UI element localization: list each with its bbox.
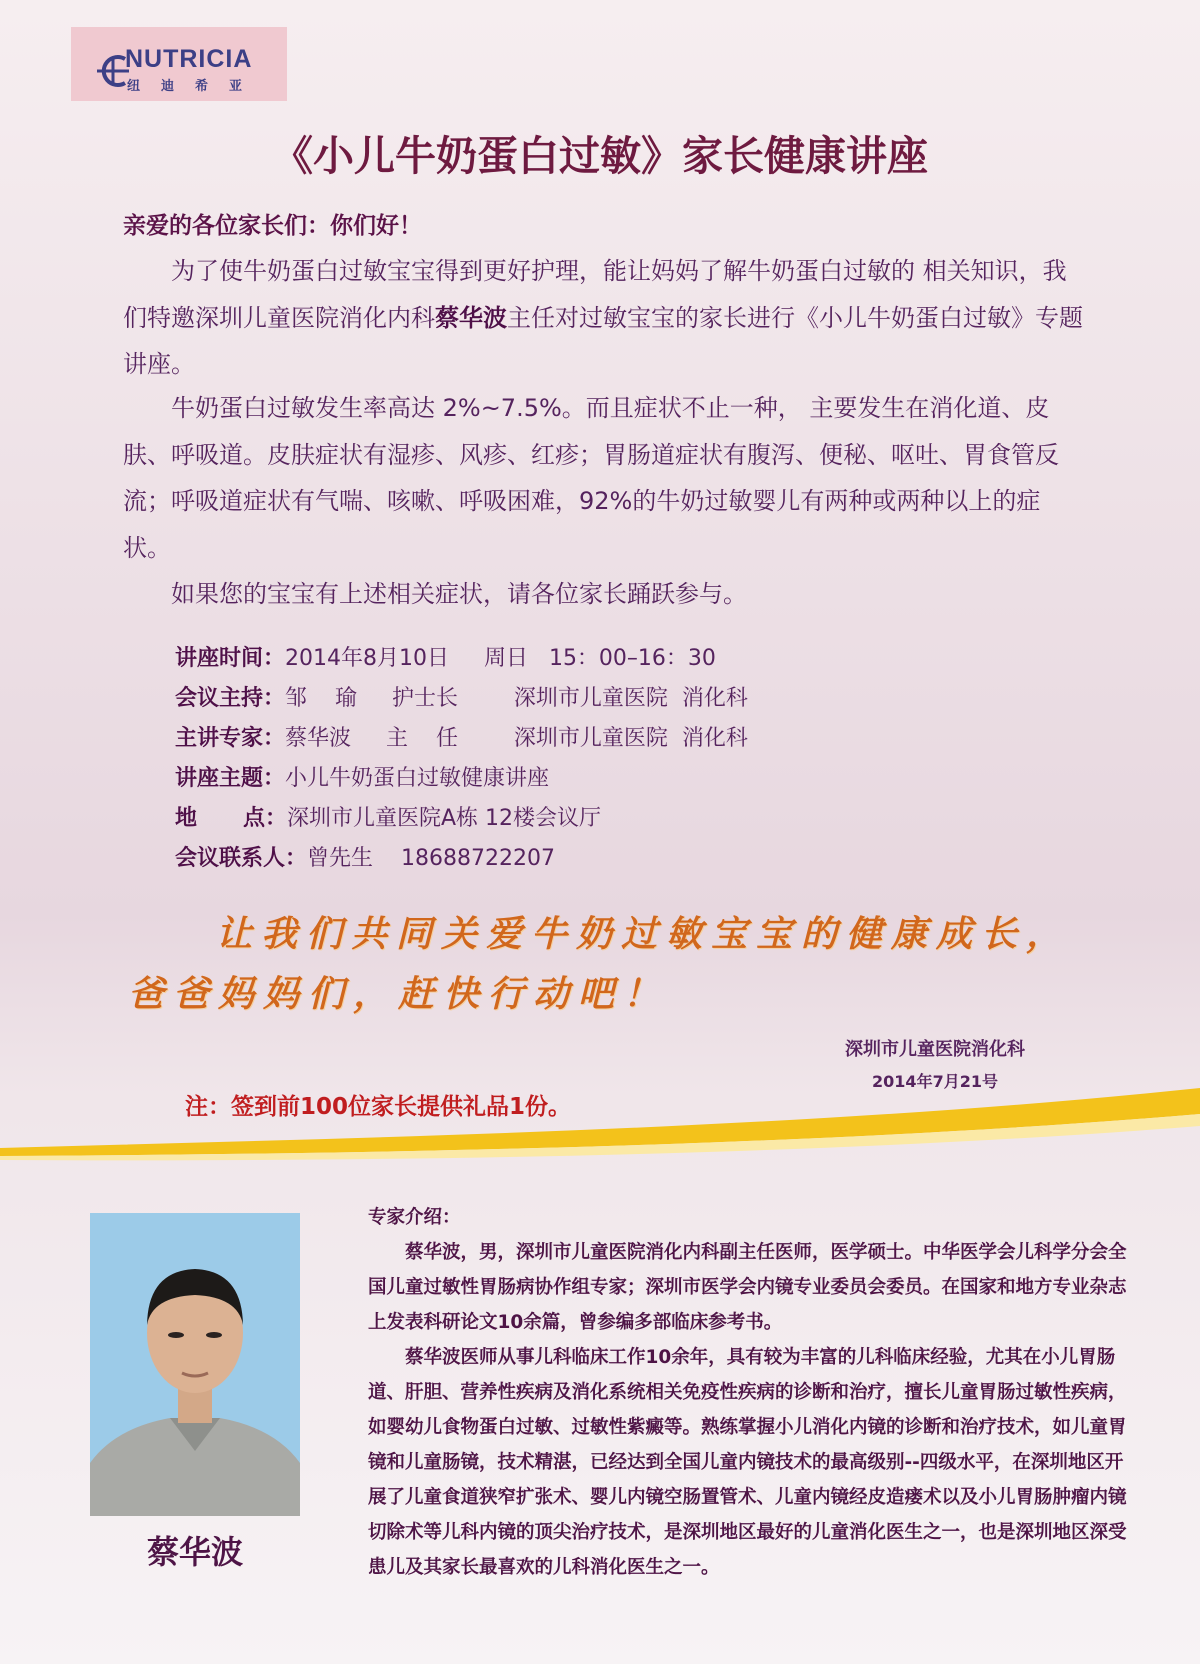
detail-label: 讲座主题： <box>175 766 286 791</box>
greeting: 亲爱的各位家长们：你们好！ <box>123 213 422 239</box>
signature-date: 2014年7月21号 <box>872 1072 998 1091</box>
expert-bio-paragraph-1: 蔡华波，男，深圳市儿童医院消化内科副主任医师，医学硕士。中华医学会儿科学分会全国儿童过敏性胃肠病协作组专家；深圳市医学会内镜专业委员会委员。在国家和地方专业杂志上发表科研论文10余篇，曾参编多部临床参考书。 <box>368 1242 1127 1333</box>
detail-value: 小儿牛奶蛋白过敏健康讲座 <box>285 766 550 791</box>
detail-row-contact <box>175 839 748 879</box>
detail-label: 地 点： <box>175 806 287 831</box>
symptoms-paragraph <box>123 385 1083 571</box>
detail-row-location <box>175 799 748 839</box>
symptoms-text: 牛奶蛋白过敏发生率高达 2%~7.5%。而且症状不止一种， 主要发生在消化道、皮肤、呼吸道。皮肤症状有湿疹、风疹、红疹；胃肠道症状有腹泻、便秘、呕吐、胃食管反流；呼吸道症状有气喘、咳嗽、呼吸困难，92%的牛奶过敏婴儿有两种或两种以上的症状。 <box>123 394 1059 562</box>
signature-org: 深圳市儿童医院消化科 <box>845 1039 1025 1060</box>
slogan-line-2: 爸爸妈妈们，赶快行动吧！ <box>128 973 669 1015</box>
intro-text-before: 为了使牛奶蛋白过敏宝宝得到更好护理，能让妈妈了解牛奶蛋白过敏的 相关知识，我们特邀深圳儿童医院消化内科 <box>123 257 1067 332</box>
detail-row-time <box>175 639 748 679</box>
intro-paragraph <box>123 248 1083 388</box>
logo-brand-subtitle: 纽迪希亚 <box>127 79 264 94</box>
detail-label: 讲座时间： <box>175 646 286 671</box>
expert-bio-paragraph-2: 蔡华波医师从事儿科临床工作10余年，具有较为丰富的儿科临床经验，尤其在小儿胃肠道、肝胆、营养性疾病及消化系统相关免疫性疾病的诊断和治疗，擅长儿童胃肠过敏性疾病，如婴幼儿食物蛋白过敏、过敏性紫癜等。熟练掌握小儿消化内镜的诊断和治疗技术，如儿童胃镜和儿童肠镜，技术精湛，已经达到全国儿童内镜技术的最高级别--四级水平，在深圳地区开展了儿童食道狭窄扩张术、婴儿内镜空肠置管术、儿童内镜经皮造瘘术以及小儿胃肠肿瘤内镜切除术等儿科内镜的顶尖治疗技术，是深圳地区最好的儿童消化医生之一，也是深圳地区深受患儿及其家长最喜欢的儿科消化医生之一。 <box>368 1347 1127 1578</box>
expert-portrait-icon <box>90 1213 300 1516</box>
gift-note: 注：签到前100位家长提供礼品1份。 <box>185 1094 572 1120</box>
expert-intro-label: 专家介绍： <box>368 1207 461 1228</box>
expert-photo <box>90 1213 300 1516</box>
page-title: 《小儿牛奶蛋白过敏》家长健康讲座 <box>272 132 928 180</box>
doctor-name-highlight: 蔡华波 <box>435 303 507 332</box>
nutricia-logo <box>71 27 287 101</box>
expert-bio <box>368 1200 1138 1585</box>
detail-row-host <box>175 679 748 719</box>
decorative-swoosh <box>0 1080 1200 1170</box>
invite-paragraph <box>123 571 1083 618</box>
invite-text: 如果您的宝宝有上述相关症状，请各位家长踊跃参与。 <box>171 580 747 608</box>
slogan-line-1: 让我们共同关爱牛奶过敏宝宝的健康成长， <box>216 913 1072 955</box>
detail-value: 邹 瑜 护士长 深圳市儿童医院 消化科 <box>285 686 748 711</box>
detail-value: 蔡华波 主 任 深圳市儿童医院 消化科 <box>285 726 748 751</box>
detail-row-topic <box>175 759 748 799</box>
detail-label: 主讲专家： <box>175 726 286 751</box>
detail-value: 曾先生 18688722207 <box>307 846 555 871</box>
expert-name: 蔡华波 <box>146 1533 243 1571</box>
logo-brand-name: NUTRICIA <box>125 45 253 73</box>
detail-value: 深圳市儿童医院A栋 12楼会议厅 <box>286 806 602 831</box>
lecture-details <box>175 639 748 879</box>
detail-value: 2014年8月10日 周日 15：00–16：30 <box>285 646 716 671</box>
intro-text-after: 主任对过敏宝宝的家长进行《小儿牛奶蛋白过敏》专题讲座。 <box>123 303 1083 378</box>
detail-row-speaker <box>175 719 748 759</box>
detail-label: 会议主持： <box>175 686 286 711</box>
detail-label: 会议联系人： <box>175 846 308 871</box>
